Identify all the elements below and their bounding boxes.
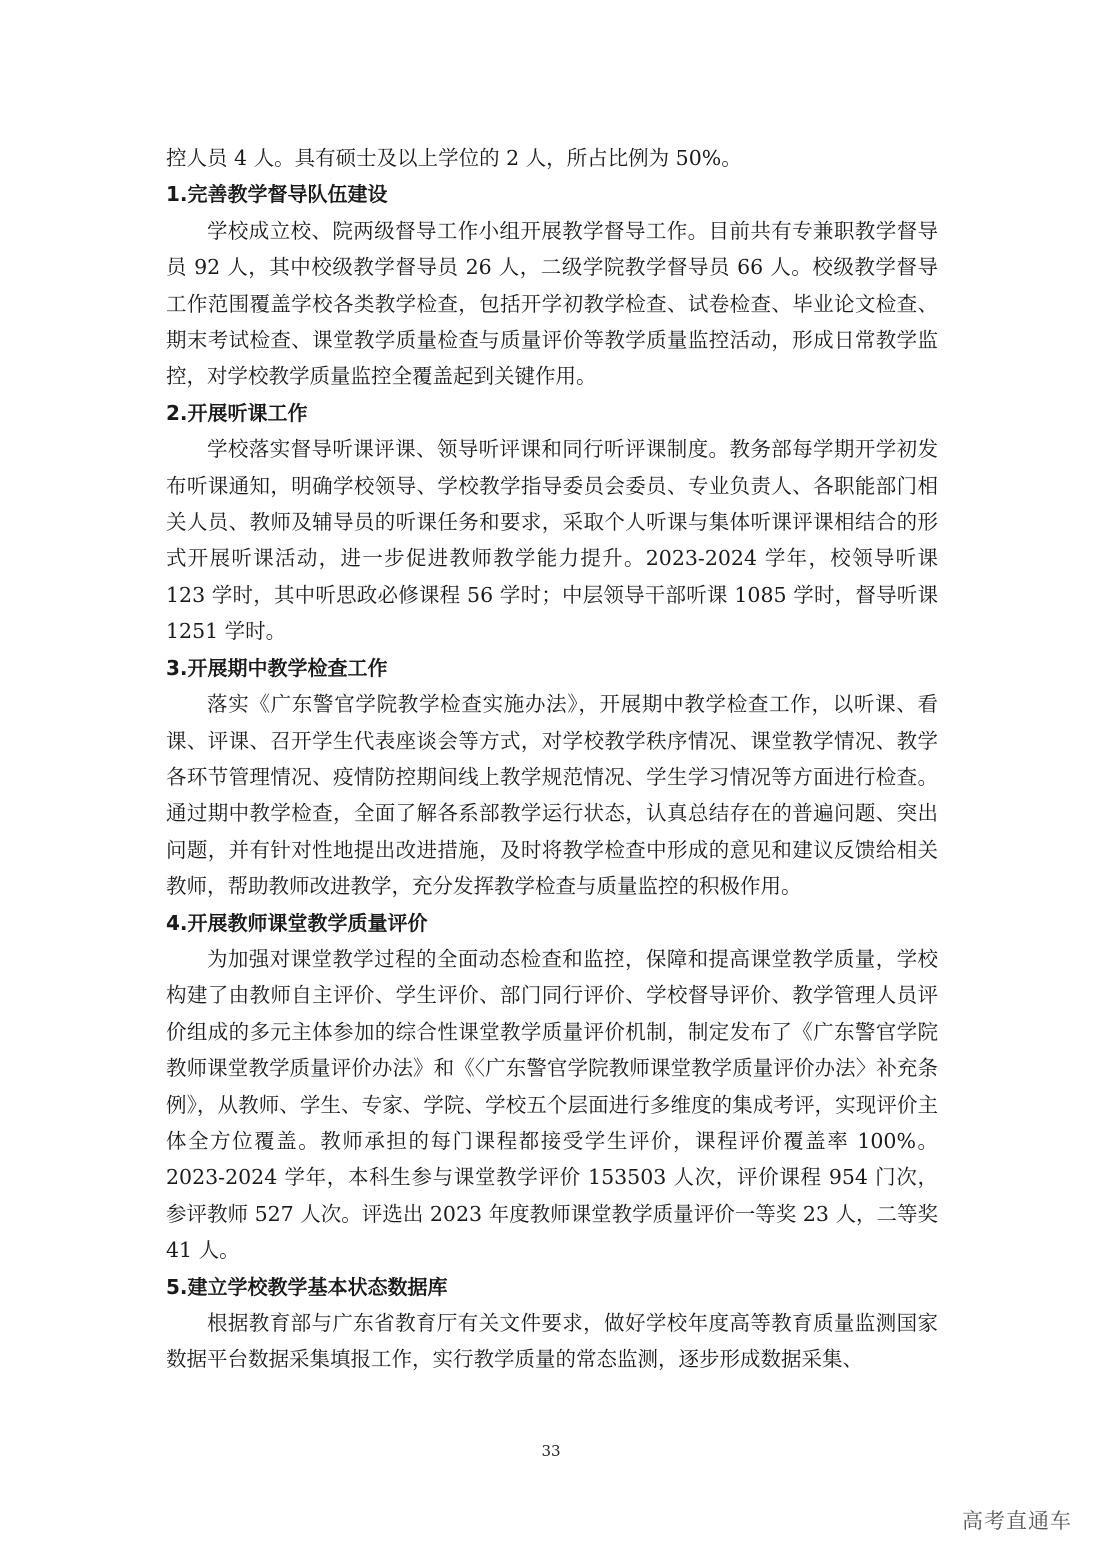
section-1-paragraph: 学校成立校、院两级督导工作小组开展教学督导工作。目前共有专兼职教学督导员 92 人，其中校级教学督导员 26 人，二级学院教学督导员 66 人。校级教学督导工作范围覆盖学校各类教学检查，包括开学初教学检查、试卷检查、毕业论文检查、期末考试检查、课堂教学质量检查与质量评价等教学质量监控活动，形成日常教学监控，对学校教学质量监控全覆盖起到关键作用。 bbox=[166, 218, 938, 389]
intro-paragraph: 控人员 4 人。具有硕士及以上学位的 2 人，所占比例为 50%。 bbox=[166, 146, 742, 170]
section-5-heading: 5.建立学校教学基本状态数据库 bbox=[166, 1274, 448, 1299]
section-2-paragraph: 学校落实督导听课评课、领导听评课和同行听评课制度。教务部每学期开学初发布听课通知，明确学校领导、学校教学指导委员会委员、专业负责人、各职能部门相关人员、教师及辅导员的听课任务和要求，采取个人听课与集体听课评课相结合的形式开展听课活动，进一步促进教师教学能力提升。2023-2024 学年，校领导听课 123 学时，其中听思政必修课程 56 学时；中层领导干部听课 1085 学时，督导听课 1251 学时。 bbox=[166, 437, 938, 644]
section-3-paragraph: 落实《广东警官学院教学检查实施办法》，开展期中教学检查工作，以听课、看课、评课、召开学生代表座谈会等方式，对学校教学秩序情况、课堂教学情况、教学各环节管理情况、疫情防控期间线上教学规范情况、学生学习情况等方面进行检查。通过期中教学检查，全面了解各系部教学运行状态，认真总结存在的普遍问题、突出问题，并有针对性地提出改进措施，及时将教学检查中形成的意见和建议反馈给相关教师，帮助教师改进教学，充分发挥教学检查与质量监控的积极作用。 bbox=[166, 692, 938, 899]
section-1-heading: 1.完善教学督导队伍建设 bbox=[166, 182, 388, 207]
section-3-heading: 3.开展期中教学检查工作 bbox=[166, 655, 388, 680]
section-4-heading: 4.开展教师课堂教学质量评价 bbox=[166, 910, 428, 935]
page-number: 33 bbox=[541, 1442, 561, 1460]
section-4-paragraph: 为加强对课堂教学过程的全面动态检查和监控，保障和提高课堂教学质量，学校构建了由教师自主评价、学生评价、部门同行评价、学校督导评价、教学管理人员评价组成的多元主体参加的综合性课堂教学质量评价机制，制定发布了《广东警官学院教师课堂教学质量评价办法》和《〈广东警官学院教师课堂教学质量评价办法〉补充条例》，从教师、学生、专家、学院、学校五个层面进行多维度的集成考评，实现评价主体全方位覆盖。教师承担的每门课程都接受学生评价，课程评价覆盖率 100%。2023-2024 学年，本科生参与课堂教学评价 153503 人次，评价课程 954 门次，参评教师 527 人次。评选出 2023 年度教师课堂教学质量评价一等奖 23 人，二等奖 41 人。 bbox=[166, 946, 938, 1263]
section-5-paragraph: 根据教育部与广东省教育厅有关文件要求，做好学校年度高等教育质量监测国家数据平台数据采集填报工作，实行教学质量的常态监测，逐步形成数据采集、 bbox=[166, 1311, 938, 1372]
document-body bbox=[166, 140, 938, 1378]
watermark: 高考直通车 bbox=[962, 1509, 1072, 1533]
section-2-heading: 2.开展听课工作 bbox=[166, 400, 308, 425]
